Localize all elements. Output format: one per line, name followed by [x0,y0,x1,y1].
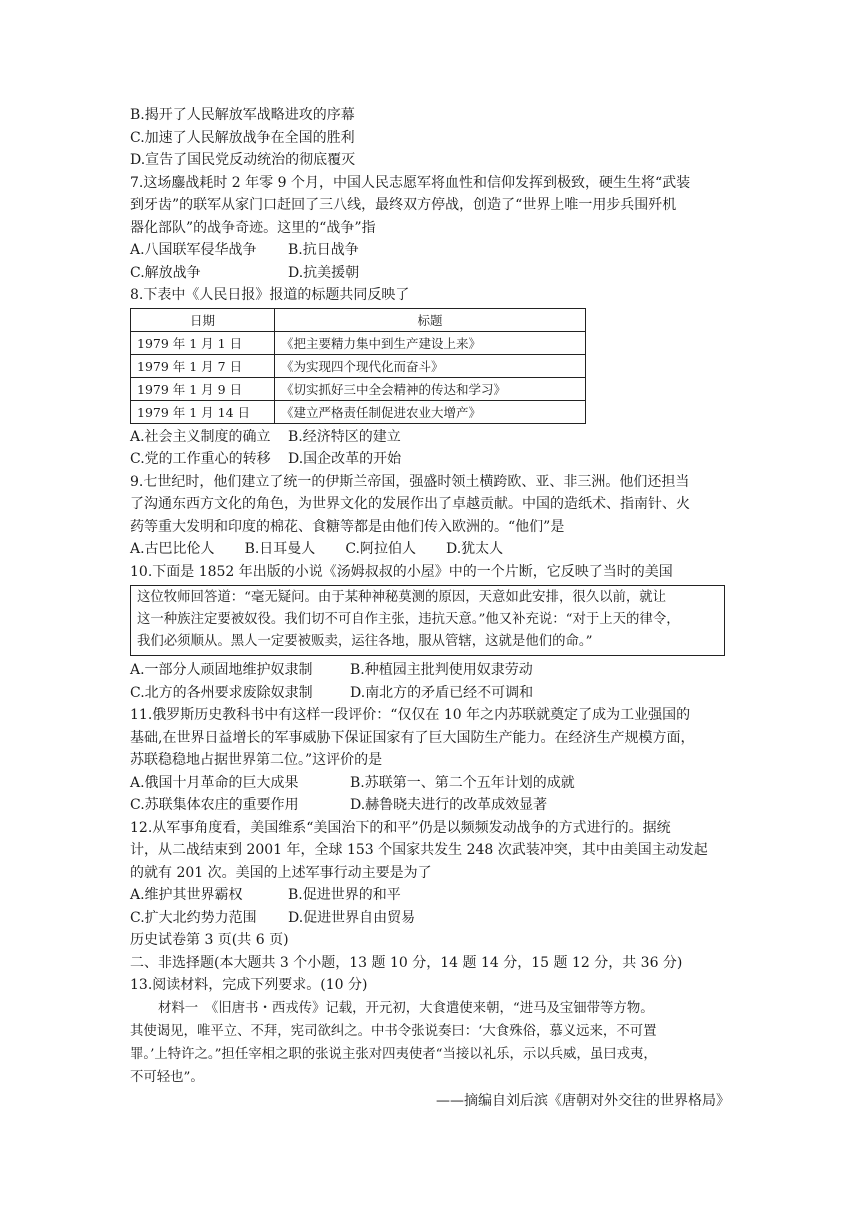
table-cell-date: 1979 年 1 月 14 日 [131,400,275,423]
table-cell-date: 1979 年 1 月 7 日 [131,354,275,377]
q10-option-c: C.北方的各州要求废除奴隶制 [130,684,313,701]
q11-options-row [130,772,730,795]
q7-option-a: A.八国联军侵华战争 [130,242,257,258]
q10-options-row [130,659,730,682]
table-header-row [131,308,586,331]
q10-stem: 10.下面是 1852 年出版的小说《汤姆叔叔的小屋》中的一个片断，它反映了当时的美国 [130,563,673,580]
q8-options-row [130,426,730,449]
table-row [131,377,586,400]
q7-option-c: C.解放战争 [130,264,201,281]
q9-option-b: B.日耳曼人 [244,541,316,557]
q8-option-a: A.社会主义制度的确立 [130,428,271,445]
q11-option-a: A.俄国十月革命的巨大成果 [130,774,299,791]
table-cell-date: 1979 年 1 月 9 日 [131,377,275,400]
q11-stem-line: 11.俄罗斯历史教科书中有这样一段评价：“仅仅在 10 年之内苏联就奠定了成为工业强国的 [130,707,691,723]
exam-page [130,104,730,1113]
q8-options-row [130,448,730,471]
q6-option-c: C.加速了人民解放战争在全国的胜利 [130,129,355,146]
q7-stem-line: 到牙齿”的联军从家门口赶回了三八线，最终双方停战，创造了“世界上唯一用步兵围歼机 [130,197,677,213]
q11-stem-line: 苏联稳稳地占据世界第二位。”这评价的是 [130,752,383,768]
table-cell-title: 《建立严格责任制促进农业大增产》 [275,400,586,423]
table-header-title: 标题 [275,308,586,331]
table-header-date: 日期 [131,308,275,331]
q10-option-b: B.种植园主批判使用奴隶劳动 [350,662,533,678]
q7-options-row [130,239,730,262]
q8-option-b: B.经济特区的建立 [288,428,401,445]
q8-table [130,308,586,424]
q12-option-b: B.促进世界的和平 [288,887,401,903]
q9-option-d: D.犹太人 [445,541,504,557]
q10-options-row [130,682,730,705]
q11-options-row [130,794,730,817]
q9-stem-line: 9.七世纪时，他们建立了统一的伊斯兰帝国，强盛时领土横跨欧、亚、非三洲。他们还担当 [130,473,690,490]
q11-stem-line: 基础,在世界日益增长的军事威胁下保证国家有了巨大国防生产能力。在经济生产规模方面， [130,729,695,746]
q12-option-c: C.扩大北约势力范围 [130,909,257,926]
page-footer: 历史试卷第 3 页(共 6 页) [130,932,289,948]
q13-stem: 13.阅读材料，完成下列要求。(10 分) [130,977,368,993]
q10-option-a: A.一部分人顽固地维护奴隶制 [130,662,313,678]
q6-option-b: B.揭开了人民解放军战略进攻的序幕 [130,107,355,123]
material-line: 其使谒见，唯平立、不拜，宪司欲纠之。中书令张说奏曰：‘大食殊俗，慕义远来，不可置 [130,1023,657,1039]
table-row [131,331,586,354]
q7-stem-line: 器化部队”的战争奇迹。这里的“战争”指 [130,219,376,236]
q12-stem-line: 计，从二战结束到 2001 年，全球 153 个国家共发生 248 次武装冲突，其中由美国主动发起 [130,842,708,858]
q7-option-d: D.抗美援朝 [288,264,360,281]
q9-option-a: A.古巴比伦人 [130,541,215,557]
q12-option-a: A.维护其世界霸权 [130,887,243,903]
material-line: 不可轻也”。 [130,1069,204,1085]
q7-option-b: B.抗日战争 [288,242,359,258]
q12-option-d: D.促进世界自由贸易 [288,909,416,926]
material-source: ——摘编自刘后滨《唐朝对外交往的世界格局》 [436,1092,730,1109]
q10-quote-line: 这一种族注定要被奴役。我们切不可自作主张，违抗天意。”他又补充说：“对于上天的律令， [137,612,680,627]
q6-option-d: D.宣告了国民党反动统治的彻底覆灭 [130,152,356,168]
q9-option-c: C.阿拉伯人 [345,541,416,557]
q11-option-b: B.苏联第一、第二个五年计划的成就 [350,774,575,791]
q8-option-d: D.国企改革的开始 [288,451,402,467]
q9-stem-line: 了沟通东西方文化的角色，为世界文化的发展作出了卓越贡献。中国的造纸术、指南针、火 [130,496,690,512]
q11-option-d: D.赫鲁晓夫进行的改革成效显著 [350,797,548,813]
q7-options-row [130,262,730,285]
q12-options-row [130,907,730,930]
table-cell-date: 1979 年 1 月 1 日 [131,331,275,354]
material-line: 材料一 《旧唐书・西戎传》记载，开元初，大食遣使来朝，“进马及宝钿带等方物。 [158,1000,654,1016]
table-cell-title: 《切实抓好三中全会精神的传达和学习》 [275,377,586,400]
q8-stem: 8.下表中《人民日报》报道的标题共同反映了 [130,287,410,303]
q9-stem-line: 药等重大发明和印度的棉花、食糖等都是由他们传入欧洲的。“他们”是 [130,518,565,535]
q10-option-d: D.南北方的矛盾已经不可调和 [350,684,534,701]
q9-options-row [130,538,730,561]
q10-quote-box [130,585,725,656]
table-cell-title: 《把主要精力集中到生产建设上来》 [275,331,586,354]
material-line: 罪。’上特许之。”担任宰相之职的张说主张对四夷使者“当接以礼乐，示以兵威，虽曰戎夷， [130,1046,657,1062]
q12-stem-line: 的就有 201 次。美国的上述军事行动主要是为了 [130,864,432,881]
q12-stem-line: 12.从军事角度看，美国维系“美国治下的和平”仍是以频频发动战争的方式进行的。据统 [130,819,671,836]
q10-quote-line: 这位牧师回答道：“毫无疑问。由于某种神秘莫测的原因，天意如此安排，很久以前，就让 [137,590,667,605]
table-row [131,354,586,377]
q8-option-c: C.党的工作重心的转移 [130,451,271,467]
q12-options-row [130,884,730,907]
q11-option-c: C.苏联集体农庄的重要作用 [130,797,299,813]
section-heading: 二、非选择题(本大题共 3 个小题，13 题 10 分，14 题 14 分，15 题 12 分，共 36 分) [130,954,683,971]
q7-stem-line: 7.这场鏖战耗时 2 年零 9 个月，中国人民志愿军将血性和信仰发挥到极致，硬生生将“武装 [130,174,691,191]
q10-quote-line: 我们必须顺从。黑人一定要被贩卖，运往各地，服从管辖，这就是他们的命。” [137,634,593,649]
table-row [131,400,586,423]
table-cell-title: 《为实现四个现代化而奋斗》 [275,354,586,377]
q13-material [130,997,730,1089]
